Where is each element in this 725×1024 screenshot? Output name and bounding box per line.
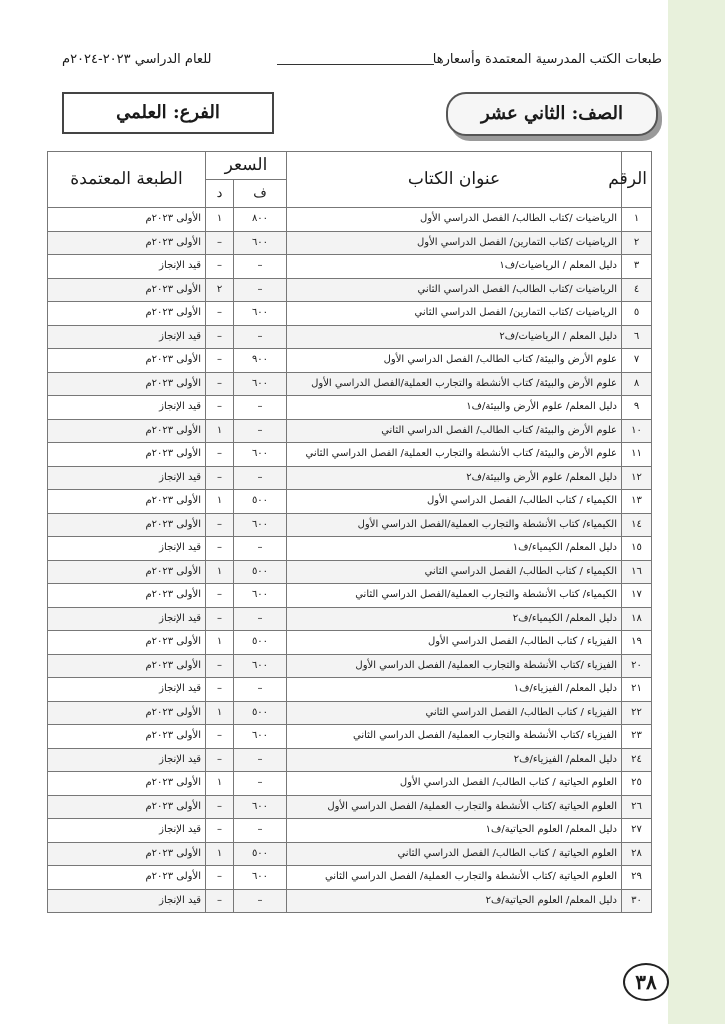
row-price-fils: – xyxy=(234,819,287,843)
row-edition: الأولى ٢٠٢٣م xyxy=(48,701,206,725)
row-edition: قيد الإنجاز xyxy=(48,607,206,631)
row-price-dinar: – xyxy=(206,607,234,631)
table-row xyxy=(48,795,652,819)
col-title-header: عنوان الكتاب xyxy=(287,152,622,208)
row-title: دليل المعلم/ علوم الأرض والبيئة/ف٢ xyxy=(287,466,622,490)
row-price-dinar: – xyxy=(206,349,234,373)
row-price-fils: – xyxy=(234,607,287,631)
row-title: الفيزياء / كتاب الطالب/ الفصل الدراسي الأول xyxy=(287,631,622,655)
table-row xyxy=(48,678,652,702)
row-edition: قيد الإنجاز xyxy=(48,748,206,772)
table-row xyxy=(48,278,652,302)
row-number: ٥ xyxy=(622,302,652,326)
header-year: للعام الدراسي ٢٠٢٣-٢٠٢٤م xyxy=(62,52,212,67)
row-price-fils: – xyxy=(234,396,287,420)
row-edition: قيد الإنجاز xyxy=(48,889,206,913)
row-price-dinar: – xyxy=(206,231,234,255)
row-edition: قيد الإنجاز xyxy=(48,466,206,490)
row-edition: قيد الإنجاز xyxy=(48,537,206,561)
row-title: الكيمياء / كتاب الطالب/ الفصل الدراسي الأول xyxy=(287,490,622,514)
row-number: ٢٤ xyxy=(622,748,652,772)
row-edition: الأولى ٢٠٢٣م xyxy=(48,584,206,608)
row-number: ١١ xyxy=(622,443,652,467)
row-edition: قيد الإنجاز xyxy=(48,819,206,843)
row-number: ١٢ xyxy=(622,466,652,490)
row-price-dinar: – xyxy=(206,748,234,772)
row-title: دليل المعلم/ الكيمياء/ف١ xyxy=(287,537,622,561)
row-number: ٢٢ xyxy=(622,701,652,725)
row-title: الرياضيات /كتاب التمارين/ الفصل الدراسي الأول xyxy=(287,231,622,255)
table-row xyxy=(48,772,652,796)
row-number: ٢٦ xyxy=(622,795,652,819)
row-number: ١٧ xyxy=(622,584,652,608)
row-price-fils: – xyxy=(234,772,287,796)
row-title: علوم الأرض والبيئة/ كتاب الطالب/ الفصل الدراسي الأول xyxy=(287,349,622,373)
row-edition: قيد الإنجاز xyxy=(48,325,206,349)
row-edition: الأولى ٢٠٢٣م xyxy=(48,490,206,514)
row-title: الكيمياء / كتاب الطالب/ الفصل الدراسي الثاني xyxy=(287,560,622,584)
row-price-fils: ٦٠٠ xyxy=(234,302,287,326)
row-price-dinar: – xyxy=(206,725,234,749)
row-number: ٢٥ xyxy=(622,772,652,796)
row-edition: الأولى ٢٠٢٣م xyxy=(48,208,206,232)
row-edition: الأولى ٢٠٢٣م xyxy=(48,842,206,866)
row-edition: الأولى ٢٠٢٣م xyxy=(48,443,206,467)
table-row xyxy=(48,302,652,326)
row-price-dinar: – xyxy=(206,443,234,467)
table-row xyxy=(48,513,652,537)
row-edition: الأولى ٢٠٢٣م xyxy=(48,560,206,584)
row-edition: الأولى ٢٠٢٣م xyxy=(48,772,206,796)
row-edition: الأولى ٢٠٢٣م xyxy=(48,631,206,655)
row-title: دليل المعلم / الرياضيات/ف١ xyxy=(287,255,622,279)
table-row xyxy=(48,725,652,749)
row-title: الفيزياء /كتاب الأنشطة والتجارب العملية/ الفصل الدراسي الثاني xyxy=(287,725,622,749)
row-price-fils: ٦٠٠ xyxy=(234,725,287,749)
table-row xyxy=(48,396,652,420)
row-price-fils: ٦٠٠ xyxy=(234,584,287,608)
row-title: العلوم الحياتية /كتاب الأنشطة والتجارب العملية/ الفصل الدراسي الثاني xyxy=(287,866,622,890)
row-price-dinar: ٢ xyxy=(206,278,234,302)
col-edition-header: الطبعة المعتمدة xyxy=(48,152,206,208)
row-price-dinar: ١ xyxy=(206,842,234,866)
row-number: ١٩ xyxy=(622,631,652,655)
col-fils-header: ف xyxy=(234,180,287,208)
row-number: ١٤ xyxy=(622,513,652,537)
row-price-dinar: ١ xyxy=(206,560,234,584)
row-number: ٢٣ xyxy=(622,725,652,749)
row-edition: الأولى ٢٠٢٣م xyxy=(48,513,206,537)
row-number: ٦ xyxy=(622,325,652,349)
table-row xyxy=(48,419,652,443)
branch-label: الفرع: العلمي xyxy=(62,92,274,134)
row-price-fils: ٦٠٠ xyxy=(234,866,287,890)
row-number: ١٠ xyxy=(622,419,652,443)
row-title: دليل المعلم/ الفيزياء/ف٢ xyxy=(287,748,622,772)
row-price-fils: ٦٠٠ xyxy=(234,231,287,255)
row-price-dinar: – xyxy=(206,466,234,490)
row-title: علوم الأرض والبيئة/ كتاب الأنشطة والتجارب العملية/ الفصل الدراسي الثاني xyxy=(287,443,622,467)
col-number-header: الرقم xyxy=(622,152,652,208)
row-price-dinar: – xyxy=(206,302,234,326)
row-price-fils: – xyxy=(234,325,287,349)
page-number: ٣٨ xyxy=(623,963,669,1001)
header-rule xyxy=(277,64,434,65)
row-number: ١٨ xyxy=(622,607,652,631)
row-number: ٢ xyxy=(622,231,652,255)
row-number: ٣ xyxy=(622,255,652,279)
row-price-dinar: ١ xyxy=(206,208,234,232)
side-strip xyxy=(668,0,725,1024)
row-number: ٢٩ xyxy=(622,866,652,890)
table-row xyxy=(48,842,652,866)
table-row xyxy=(48,537,652,561)
row-number: ١٦ xyxy=(622,560,652,584)
row-number: ٤ xyxy=(622,278,652,302)
grade-label: الصف: الثاني عشر xyxy=(446,92,658,136)
row-title: الرياضيات /كتاب الطالب/ الفصل الدراسي الثاني xyxy=(287,278,622,302)
table-row xyxy=(48,255,652,279)
table-row xyxy=(48,443,652,467)
row-price-fils: ٦٠٠ xyxy=(234,513,287,537)
row-edition: الأولى ٢٠٢٣م xyxy=(48,866,206,890)
table-row xyxy=(48,607,652,631)
row-number: ٧ xyxy=(622,349,652,373)
row-title: دليل المعلم/ الفيزياء/ف١ xyxy=(287,678,622,702)
table-row xyxy=(48,372,652,396)
row-price-fils: – xyxy=(234,419,287,443)
row-edition: الأولى ٢٠٢٣م xyxy=(48,349,206,373)
row-edition: الأولى ٢٠٢٣م xyxy=(48,654,206,678)
row-price-dinar: – xyxy=(206,889,234,913)
row-price-dinar: – xyxy=(206,819,234,843)
row-number: ٣٠ xyxy=(622,889,652,913)
row-edition: الأولى ٢٠٢٣م xyxy=(48,231,206,255)
table-row xyxy=(48,349,652,373)
row-price-fils: – xyxy=(234,537,287,561)
row-edition: قيد الإنجاز xyxy=(48,255,206,279)
row-price-dinar: ١ xyxy=(206,631,234,655)
row-price-fils: ٩٠٠ xyxy=(234,349,287,373)
row-title: دليل المعلم/ علوم الأرض والبيئة/ف١ xyxy=(287,396,622,420)
row-price-dinar: – xyxy=(206,325,234,349)
row-price-dinar: – xyxy=(206,537,234,561)
row-price-dinar: – xyxy=(206,255,234,279)
header-title: طبعات الكتب المدرسية المعتمدة وأسعارها xyxy=(432,52,662,67)
row-title: الفيزياء / كتاب الطالب/ الفصل الدراسي الثاني xyxy=(287,701,622,725)
row-title: الفيزياء /كتاب الأنشطة والتجارب العملية/ الفصل الدراسي الأول xyxy=(287,654,622,678)
row-title: العلوم الحياتية / كتاب الطالب/ الفصل الدراسي الثاني xyxy=(287,842,622,866)
row-number: ٩ xyxy=(622,396,652,420)
row-number: ١٣ xyxy=(622,490,652,514)
row-price-fils: ٨٠٠ xyxy=(234,208,287,232)
row-title: علوم الأرض والبيئة/ كتاب الطالب/ الفصل الدراسي الثاني xyxy=(287,419,622,443)
table-row xyxy=(48,866,652,890)
row-edition: الأولى ٢٠٢٣م xyxy=(48,302,206,326)
row-number: ٢١ xyxy=(622,678,652,702)
row-title: دليل المعلم/ العلوم الحياتية/ف٢ xyxy=(287,889,622,913)
row-title: الرياضيات /كتاب التمارين/ الفصل الدراسي الثاني xyxy=(287,302,622,326)
page-header xyxy=(62,50,662,72)
row-price-fils: ٦٠٠ xyxy=(234,443,287,467)
row-price-dinar: ١ xyxy=(206,701,234,725)
row-price-dinar: – xyxy=(206,678,234,702)
row-price-dinar: – xyxy=(206,584,234,608)
row-price-dinar: – xyxy=(206,396,234,420)
col-price-header: السعر xyxy=(206,152,287,180)
row-price-dinar: – xyxy=(206,372,234,396)
row-price-fils: ٥٠٠ xyxy=(234,631,287,655)
row-price-fils: ٦٠٠ xyxy=(234,372,287,396)
table-row xyxy=(48,325,652,349)
row-price-fils: ٥٠٠ xyxy=(234,490,287,514)
row-price-dinar: – xyxy=(206,866,234,890)
row-price-fils: ٥٠٠ xyxy=(234,560,287,584)
row-edition: قيد الإنجاز xyxy=(48,678,206,702)
row-title: دليل المعلم / الرياضيات/ف٢ xyxy=(287,325,622,349)
row-price-dinar: – xyxy=(206,654,234,678)
row-number: ٨ xyxy=(622,372,652,396)
table-row xyxy=(48,231,652,255)
row-edition: الأولى ٢٠٢٣م xyxy=(48,278,206,302)
row-price-fils: – xyxy=(234,466,287,490)
col-dinar-header: د xyxy=(206,180,234,208)
table-row xyxy=(48,889,652,913)
row-price-fils: – xyxy=(234,748,287,772)
row-price-dinar: ١ xyxy=(206,490,234,514)
row-title: الكيمياء/ كتاب الأنشطة والتجارب العملية/الفصل الدراسي الثاني xyxy=(287,584,622,608)
row-title: دليل المعلم/ العلوم الحياتية/ف١ xyxy=(287,819,622,843)
row-price-fils: ٥٠٠ xyxy=(234,701,287,725)
table-row xyxy=(48,631,652,655)
table-row xyxy=(48,701,652,725)
row-title: الكيمياء/ كتاب الأنشطة والتجارب العملية/الفصل الدراسي الأول xyxy=(287,513,622,537)
row-price-fils: – xyxy=(234,889,287,913)
row-price-fils: ٦٠٠ xyxy=(234,795,287,819)
books-table xyxy=(47,151,652,913)
table-row xyxy=(48,490,652,514)
row-edition: الأولى ٢٠٢٣م xyxy=(48,795,206,819)
table-row xyxy=(48,748,652,772)
row-number: ٢٧ xyxy=(622,819,652,843)
table-row xyxy=(48,819,652,843)
row-number: ٢٨ xyxy=(622,842,652,866)
row-title: الرياضيات /كتاب الطالب/ الفصل الدراسي الأول xyxy=(287,208,622,232)
row-price-dinar: ١ xyxy=(206,772,234,796)
row-price-fils: – xyxy=(234,678,287,702)
row-number: ١ xyxy=(622,208,652,232)
table-row xyxy=(48,654,652,678)
table-row xyxy=(48,584,652,608)
row-title: العلوم الحياتية / كتاب الطالب/ الفصل الدراسي الأول xyxy=(287,772,622,796)
row-price-fils: – xyxy=(234,255,287,279)
row-edition: الأولى ٢٠٢٣م xyxy=(48,419,206,443)
row-number: ٢٠ xyxy=(622,654,652,678)
row-number: ١٥ xyxy=(622,537,652,561)
row-price-dinar: ١ xyxy=(206,419,234,443)
row-edition: قيد الإنجاز xyxy=(48,396,206,420)
row-title: العلوم الحياتية /كتاب الأنشطة والتجارب العملية/ الفصل الدراسي الأول xyxy=(287,795,622,819)
row-price-dinar: – xyxy=(206,513,234,537)
row-price-fils: ٥٠٠ xyxy=(234,842,287,866)
row-edition: الأولى ٢٠٢٣م xyxy=(48,725,206,749)
row-price-fils: ٦٠٠ xyxy=(234,654,287,678)
table-row xyxy=(48,466,652,490)
row-price-fils: – xyxy=(234,278,287,302)
row-title: دليل المعلم/ الكيمياء/ف٢ xyxy=(287,607,622,631)
row-price-dinar: – xyxy=(206,795,234,819)
row-edition: الأولى ٢٠٢٣م xyxy=(48,372,206,396)
table-row xyxy=(48,208,652,232)
row-title: علوم الأرض والبيئة/ كتاب الأنشطة والتجارب العملية/الفصل الدراسي الأول xyxy=(287,372,622,396)
table-row xyxy=(48,560,652,584)
